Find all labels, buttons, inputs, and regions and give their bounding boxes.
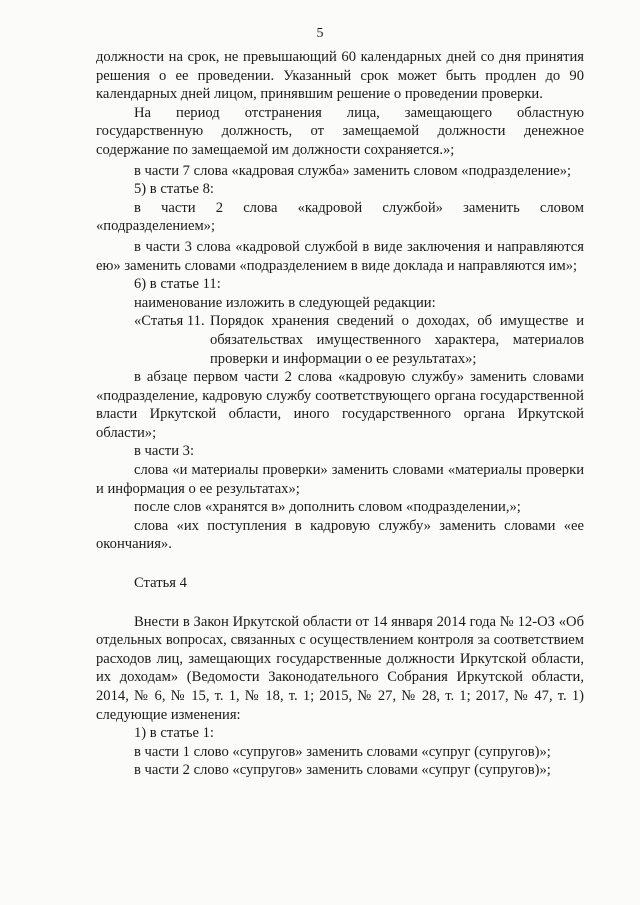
quoted-article-11-title [96, 312, 584, 368]
paragraph-part3-amendment: в части 3 слова «кадровой службой в виде заключения и направляются ею» заменить словами «подразделением в виде доклада и направляются им»; [96, 238, 584, 274]
document-body [96, 48, 584, 780]
paragraph-stored-amendment: после слов «хранятся в» дополнить словом «подразделении,»; [134, 499, 521, 516]
article-4-heading: Статья 4 [134, 575, 187, 592]
paragraph-part2-first-para: в абзаце первом части 2 слова «кадровую службу» заменить словами «подразделение, кадровую службу соответствующего органа государственной власти Иркутской области, иного государственного органа Иркутской области»; [96, 369, 584, 441]
paragraph-part2-spouse: в части 2 слово «супругов» заменить словами «супруг (супругов)»; [134, 762, 551, 779]
item-6-article-11: 6) в статье 11: [134, 276, 221, 293]
paragraph-materials-amendment: слова «и материалы проверки» заменить словами «материалы проверки и информация о ее результатах»; [96, 462, 584, 497]
item-1-article-1: 1) в статье 1: [134, 725, 214, 742]
paragraph-title-new-wording: наименование изложить в следующей редакции: [134, 294, 436, 311]
item-5-article-8: 5) в статье 8: [134, 181, 214, 198]
paragraph-part7-amendment: в части 7 слова «кадровая служба» заменить словом «подразделение»; [134, 162, 572, 179]
paragraph-continuation: должности на срок, не превышающий 60 календарных дней со дня принятия решения о ее проведении. Указанный срок может быть продлен до 90 календарных дней лицом, принявшим решение о проведении проверки. [96, 49, 584, 103]
quoted-article-text: Порядок хранения сведений о доходах, об имуществе и обязательствах имущественного характера, материалов проверки и информации о ее результатах»; [210, 313, 584, 367]
paragraph-part1-spouse: в части 1 слово «супругов» заменить словами «супруг (супругов)»; [134, 743, 551, 760]
paragraph-receipt-amendment: слова «их поступления в кадровую службу» заменить словами «ее окончания». [96, 517, 584, 553]
paragraph-suspension-salary: На период отстранения лица, замещающего областную государственную должность, от замещаемой должности денежное содержание по замещаемой им должности сохраняется.»; [96, 104, 584, 158]
quoted-article-label: «Статья 11. [134, 313, 205, 330]
paragraph-article-4-intro: Внести в Закон Иркутской области от 14 января 2014 года № 12-ОЗ «Об отдельных вопросах, связанных с осуществлением контроля за соответствием расходов лиц, замещающих государственные должности Иркутской области, их доходам» (Ведомости Законодательного Собрания Иркутской области, 2014, № 6, № 15, т. 1, № 18, т. 1; 2015, № 27, № 28, т. 1; 2017, № 47, т. 1) следующие изменения: [96, 613, 584, 723]
page-number: 5 [316, 26, 324, 41]
paragraph-part3-header: в части 3: [134, 443, 195, 460]
paragraph-part2-amendment: в части 2 слова «кадровой службой» заменить словом «подразделением»; [96, 199, 584, 235]
